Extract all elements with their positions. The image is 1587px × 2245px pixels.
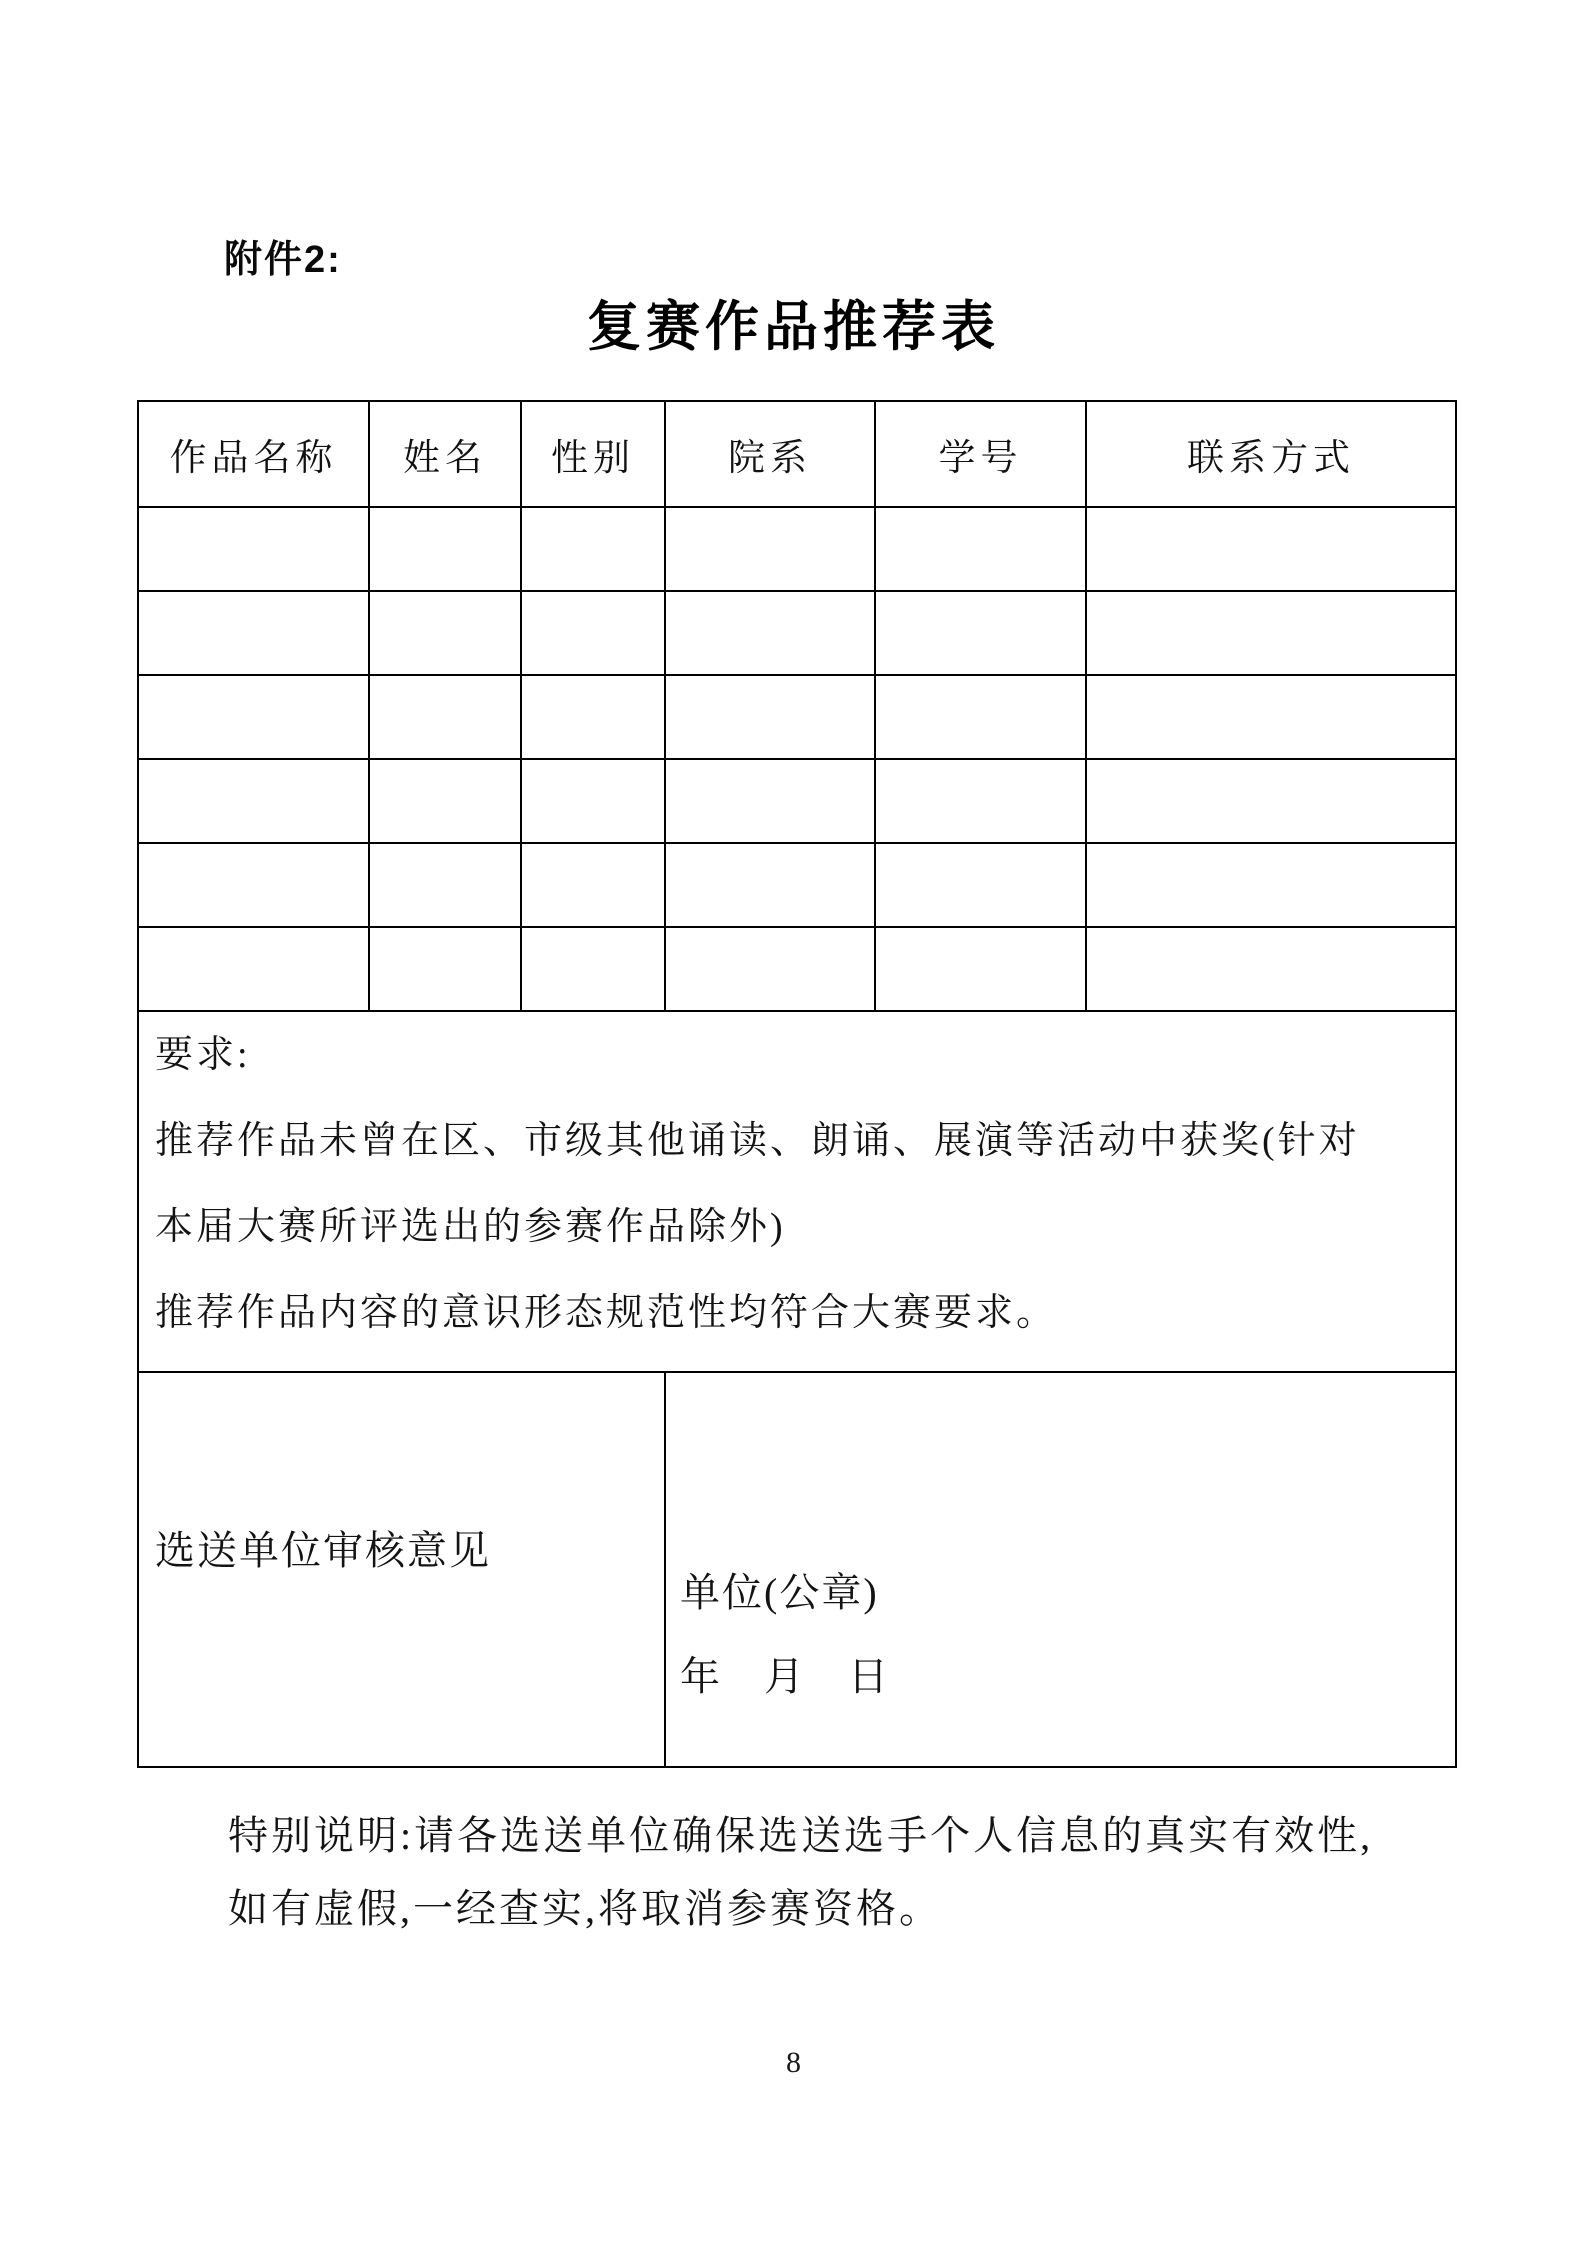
requirements-row	[138, 1011, 1456, 1372]
empty-cell	[665, 591, 875, 675]
empty-cell	[138, 843, 369, 927]
table-row	[138, 591, 1456, 675]
empty-cell	[875, 843, 1086, 927]
empty-cell	[138, 675, 369, 759]
review-sign-cell	[665, 1372, 1456, 1767]
empty-cell	[665, 507, 875, 591]
header-name: 姓名	[369, 401, 521, 507]
empty-cell	[369, 927, 521, 1011]
header-student-id: 学号	[875, 401, 1086, 507]
empty-cell	[369, 675, 521, 759]
requirements-line: 推荐作品内容的意识形态规范性均符合大赛要求。	[155, 1292, 1058, 1334]
attachment-label: 附件2:	[224, 239, 342, 281]
header-department: 院系	[665, 401, 875, 507]
empty-cell	[138, 759, 369, 843]
empty-cell	[369, 591, 521, 675]
requirements-cell	[138, 1011, 1456, 1372]
empty-cell	[521, 843, 665, 927]
review-row	[138, 1372, 1456, 1767]
page-number: 8	[786, 2046, 801, 2079]
empty-cell	[369, 843, 521, 927]
empty-cell	[369, 507, 521, 591]
table-row	[138, 675, 1456, 759]
requirements-line: 本届大赛所评选出的参赛作品除外)	[155, 1206, 786, 1248]
empty-cell	[665, 843, 875, 927]
empty-cell	[1086, 759, 1456, 843]
table-row	[138, 507, 1456, 591]
header-work-title: 作品名称	[138, 401, 369, 507]
unit-seal-label: 单位(公章)	[680, 1570, 879, 1615]
date-label: 年 月 日	[680, 1654, 890, 1699]
sign-block	[680, 1551, 1455, 1719]
empty-cell	[521, 759, 665, 843]
recommendation-table	[137, 400, 1457, 1768]
requirements-line: 推荐作品未曾在区、市级其他诵读、朗诵、展演等活动中获奖(针对	[155, 1120, 1360, 1162]
empty-cell	[1086, 591, 1456, 675]
empty-cell	[521, 675, 665, 759]
empty-cell	[138, 927, 369, 1011]
special-note-line: 特别说明:请各选送单位确保选送选手个人信息的真实有效性,	[228, 1813, 1374, 1858]
table-row	[138, 843, 1456, 927]
special-note	[228, 1799, 1488, 1945]
empty-cell	[875, 927, 1086, 1011]
empty-cell	[1086, 927, 1456, 1011]
page-title: 复赛作品推荐表	[587, 297, 1000, 357]
table-row	[138, 927, 1456, 1011]
empty-cell	[875, 507, 1086, 591]
empty-cell	[875, 759, 1086, 843]
empty-cell	[1086, 675, 1456, 759]
review-opinion-label: 选送单位审核意见	[155, 1528, 491, 1573]
empty-cell	[521, 927, 665, 1011]
empty-cell	[875, 591, 1086, 675]
review-opinion-cell	[138, 1372, 665, 1767]
empty-cell	[1086, 507, 1456, 591]
requirements-label: 要求:	[155, 1034, 251, 1076]
empty-cell	[665, 675, 875, 759]
special-note-line: 如有虚假,一经查实,将取消参赛资格。	[228, 1886, 942, 1931]
empty-cell	[521, 591, 665, 675]
header-gender: 性别	[521, 401, 665, 507]
empty-cell	[1086, 843, 1456, 927]
empty-cell	[138, 507, 369, 591]
empty-cell	[665, 927, 875, 1011]
table-header-row	[138, 401, 1456, 507]
table-row	[138, 759, 1456, 843]
header-contact: 联系方式	[1086, 401, 1456, 507]
empty-cell	[138, 591, 369, 675]
empty-cell	[875, 675, 1086, 759]
empty-cell	[369, 759, 521, 843]
empty-cell	[665, 759, 875, 843]
empty-cell	[521, 507, 665, 591]
